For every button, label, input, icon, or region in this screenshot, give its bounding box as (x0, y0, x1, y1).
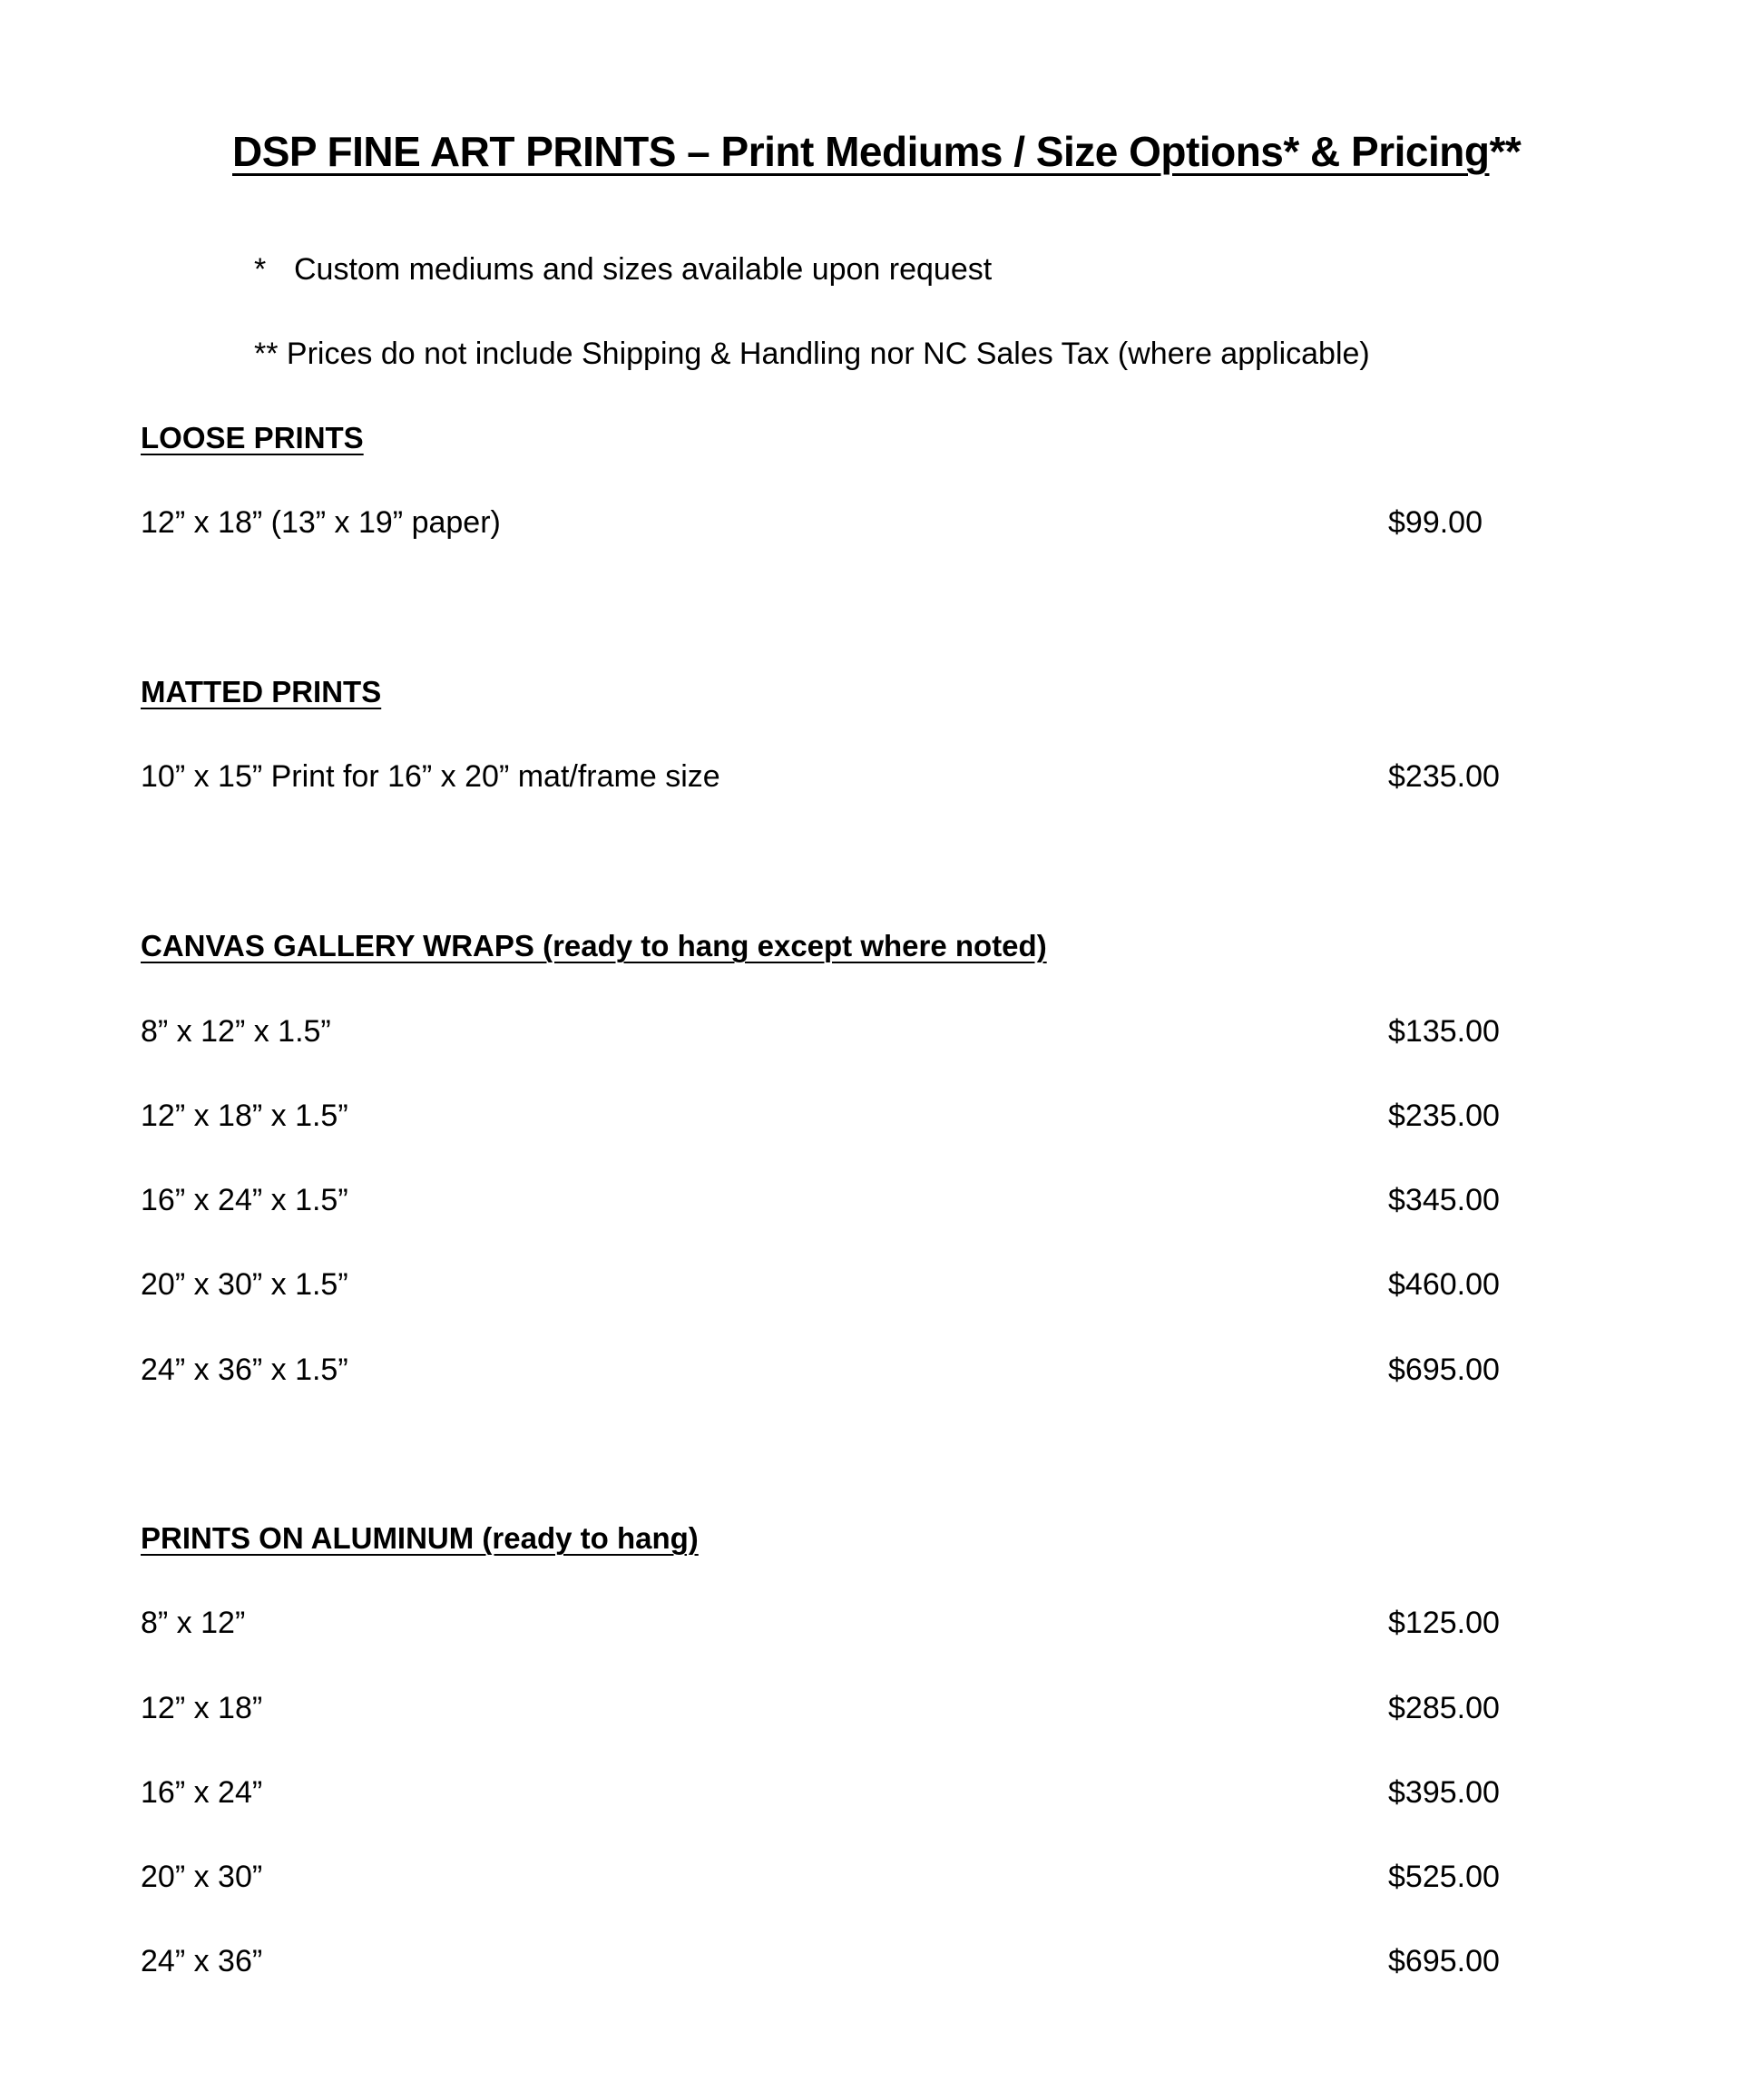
price-row (141, 1099, 1556, 1138)
note-text: Prices do not include Shipping & Handling nor NC Sales Tax (where applicable) (286, 337, 1370, 371)
item-size: 8” x 12” (141, 1606, 246, 1640)
item-price: $525.00 (1388, 1860, 1500, 1894)
price-row (141, 1944, 1556, 1984)
item-price: $395.00 (1388, 1775, 1500, 1810)
price-row (141, 1775, 1556, 1815)
item-price: $235.00 (1388, 1099, 1500, 1133)
item-size: 12” x 18” (13” x 19” paper) (141, 505, 501, 540)
item-price: $99.00 (1388, 505, 1483, 540)
item-size: 12” x 18” (141, 1691, 263, 1725)
item-size: 16” x 24” x 1.5” (141, 1183, 348, 1217)
note-prices-exclusions (254, 337, 1370, 372)
price-row (141, 1606, 1556, 1646)
item-price: $285.00 (1388, 1691, 1500, 1725)
item-size: 12” x 18” x 1.5” (141, 1099, 348, 1133)
section-heading-matted-prints: MATTED PRINTS (141, 675, 382, 708)
item-price: $235.00 (1388, 759, 1500, 794)
price-row (141, 1353, 1556, 1392)
section-heading-loose-prints: LOOSE PRINTS (141, 421, 364, 454)
note-marker: ** (254, 337, 279, 371)
page-title-suffix: ** (1489, 128, 1522, 175)
price-row (141, 1267, 1556, 1307)
item-price: $125.00 (1388, 1606, 1500, 1640)
item-price: $695.00 (1388, 1944, 1500, 1978)
price-row (141, 759, 1556, 799)
note-custom-mediums (254, 252, 992, 288)
item-price: $345.00 (1388, 1183, 1500, 1217)
section-heading-canvas-gallery-wraps: CANVAS GALLERY WRAPS (ready to hang except where noted) (141, 929, 1047, 962)
item-size: 8” x 12” x 1.5” (141, 1014, 331, 1049)
note-text: Custom mediums and sizes available upon request (294, 252, 993, 287)
price-row (141, 1860, 1556, 1900)
item-size: 24” x 36” x 1.5” (141, 1353, 348, 1387)
page-title (232, 127, 1521, 176)
item-price: $695.00 (1388, 1353, 1500, 1387)
price-row (141, 505, 1556, 545)
section-heading-prints-on-aluminum: PRINTS ON ALUMINUM (ready to hang) (141, 1521, 699, 1555)
item-size: 20” x 30” (141, 1860, 263, 1894)
item-size: 16” x 24” (141, 1775, 263, 1810)
item-size: 20” x 30” x 1.5” (141, 1267, 348, 1302)
note-marker: * (254, 252, 267, 287)
page-title-main: DSP FINE ART PRINTS – Print Mediums / Size Options* & Pricing (232, 128, 1490, 175)
item-price: $460.00 (1388, 1267, 1500, 1302)
price-row (141, 1691, 1556, 1731)
price-row (141, 1014, 1556, 1054)
item-size: 24” x 36” (141, 1944, 263, 1978)
item-price: $135.00 (1388, 1014, 1500, 1049)
item-size: 10” x 15” Print for 16” x 20” mat/frame size (141, 759, 720, 794)
price-row (141, 1183, 1556, 1223)
